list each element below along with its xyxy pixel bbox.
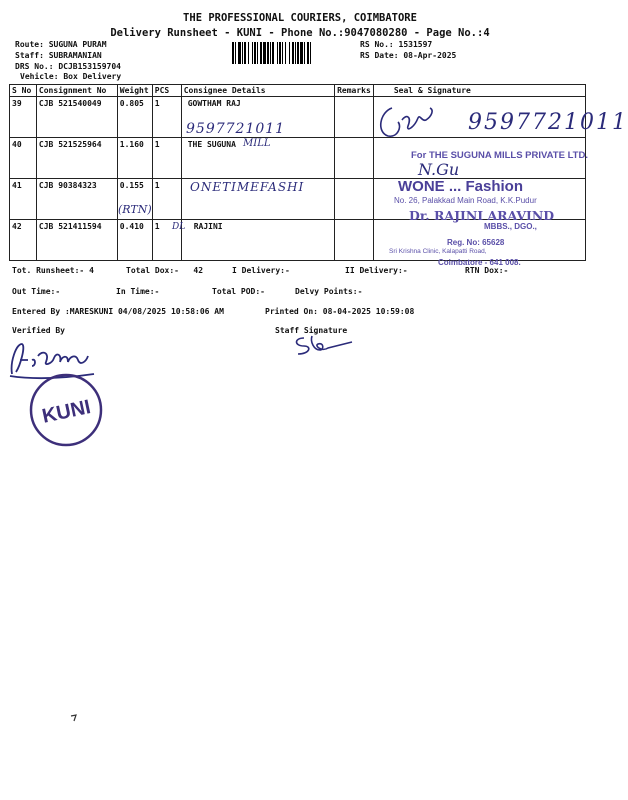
handwritten-phone: 9597721011: [186, 121, 286, 137]
col-header-pcs: PCS: [152, 85, 181, 97]
stamp-city: Coimbatore - 641 008.: [438, 258, 521, 267]
cell-remarks: [335, 179, 374, 220]
page-subtitle: Delivery Runsheet - KUNI - Phone No.:9047080280 - Page No.:4: [110, 27, 490, 39]
rs-no-label: RS No.: 1531597: [360, 40, 433, 49]
cell-weight: 0.805: [117, 97, 152, 138]
stamp-doctor: Dr. RAJINI ARAVIND: [409, 208, 555, 223]
barcode-bar: [311, 42, 313, 64]
stamp-reg: Reg. No: 65628: [447, 238, 505, 247]
barcode: [232, 42, 354, 64]
stray-mark: [70, 714, 78, 722]
total-dox: Total Dox:- 42: [126, 266, 204, 275]
handwritten-onetime: ONETIMEFASHI: [190, 180, 305, 194]
total-runsheet: Tot. Runsheet:- 4: [12, 266, 94, 275]
kuni-stamp: [26, 370, 106, 450]
cell-pcs: 1: [152, 97, 181, 138]
stamp-fashion: WONE ... Fashion: [398, 178, 524, 195]
staff-signature-label: Staff Signature: [275, 326, 348, 335]
cell-consignee: THE SUGUNA: [181, 138, 334, 179]
rs-date-label: RS Date: 08-Apr-2025: [360, 51, 457, 60]
cell-sno: 41: [10, 179, 37, 220]
cell-consignment: CJB 521525964: [36, 138, 117, 179]
cell-pcs: 1: [152, 220, 181, 261]
route-label: Route: SUGUNA PURAM: [15, 40, 107, 49]
cell-weight: 0.155: [117, 179, 152, 220]
cell-consignment: CJB 521411594: [36, 220, 117, 261]
handwritten-phone-seal: 9597721011: [468, 110, 628, 135]
vehicle-label: Vehicle: Box Delivery: [20, 72, 122, 81]
stamp-hospital: Sri Krishna Clinic, Kalapatti Road,: [389, 248, 487, 255]
handwritten-rtn: (RTN): [118, 203, 152, 216]
col-header-weight: Weight: [117, 85, 152, 97]
cell-consignee: GOWTHAM RAJ: [181, 97, 334, 138]
drs-label: DRS No.: DCJB153159704: [15, 62, 121, 71]
col-header-remarks: Remarks: [335, 85, 374, 97]
entered-by: Entered By :MARESKUNI 04/08/2025 10:58:06 AM: [12, 307, 224, 316]
cell-remarks: [335, 220, 374, 261]
col-header-consignment: Consignment No: [36, 85, 117, 97]
total-rtn-dox: RTN Dox:-: [465, 266, 509, 275]
staff-signature: [290, 332, 360, 358]
cell-consignment: CJB 90384323: [36, 179, 117, 220]
cell-consignment: CJB 521540049: [36, 97, 117, 138]
stamp-degree: MBBS., DGO.,: [484, 222, 537, 231]
staff-label: Staff: SUBRAMANIAN: [15, 51, 102, 60]
cell-weight: 0.410: [117, 220, 152, 261]
col-header-sno: S No: [10, 85, 37, 97]
cell-consignee: RAJINI: [181, 220, 334, 261]
col-header-seal: Seal & Signature: [373, 85, 585, 97]
signature-mark: [374, 98, 444, 142]
verified-by: Verified By: [12, 326, 65, 335]
printed-on: Printed On: 08-04-2025 10:59:08: [265, 307, 415, 316]
total-pod: Total POD:-: [212, 287, 265, 296]
page-title: THE PROFESSIONAL COURIERS, COIMBATORE: [183, 12, 417, 24]
cell-sno: 42: [10, 220, 37, 261]
table-header-row: [10, 85, 586, 97]
cell-remarks: [335, 138, 374, 179]
out-time: Out Time:-: [12, 287, 61, 296]
cell-weight: 1.160: [117, 138, 152, 179]
cell-pcs: 1: [152, 138, 181, 179]
total-ii-delivery: II Delivery:-: [345, 266, 408, 275]
in-time: In Time:-: [116, 287, 160, 296]
col-header-consignee: Consignee Details: [181, 85, 334, 97]
delivery-points: Delvy Points:-: [295, 287, 363, 296]
handwritten-ng: N.Gu: [418, 160, 460, 179]
handwritten-mill: MILL: [243, 138, 271, 149]
cell-sno: 39: [10, 97, 37, 138]
kuni-stamp-text: KUNI: [40, 396, 93, 428]
handwritten-dl: DL: [172, 222, 186, 232]
stamp-suguna: For THE SUGUNA MILLS PRIVATE LTD.: [411, 150, 588, 161]
cell-remarks: [335, 97, 374, 138]
stamp-address: No. 26, Palakkad Main Road, K.K.Pudur: [394, 196, 537, 205]
cell-sno: 40: [10, 138, 37, 179]
cell-pcs: 1: [152, 179, 181, 220]
total-delivery: I Delivery:-: [232, 266, 290, 275]
